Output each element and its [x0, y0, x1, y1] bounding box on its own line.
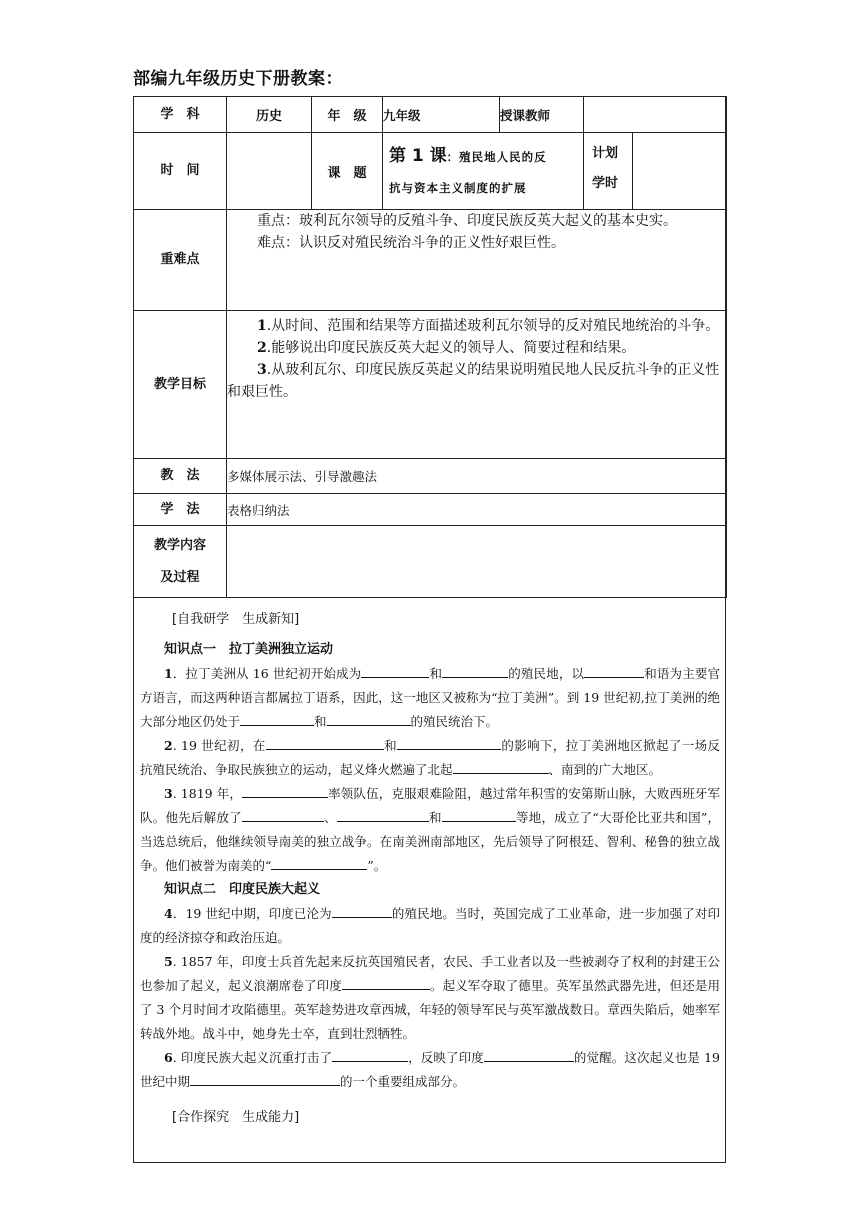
- section-heading-self-study: [自我研学 生成新知]: [172, 612, 300, 627]
- plan-label-line2: 学时: [592, 176, 619, 191]
- answer-blank[interactable]: [453, 758, 549, 774]
- question-4: [140, 902, 720, 950]
- question-text: . 印度民族大起义沉重打击了: [172, 1050, 333, 1065]
- teacher-label: 授课教师: [500, 97, 584, 133]
- answer-blank[interactable]: [271, 854, 367, 870]
- question-text: 的影响下，拉丁美洲地区掀起了一场反抗殖民统治、争取民族独立的运动，起义烽火燃遍了北起: [140, 738, 720, 777]
- study-method-label: 学 法: [134, 494, 227, 526]
- teacher-value: [584, 97, 727, 133]
- grade-value: 九年级: [383, 97, 500, 133]
- answer-blank[interactable]: [397, 734, 501, 750]
- answer-blank[interactable]: [442, 662, 508, 678]
- question-text: 等地，成立了“大哥伦比亚共和国”，当选总统后，他继续领导南美的独立战争。在南美洲南部地区，先后领导了阿根廷、智利、秘鲁的独立战争。他们被誉为南美的“: [140, 810, 720, 873]
- question-text: 的殖民地。当时，英国完成了工业革命，进一步加强了对印度的经济掠夺和政治压迫。: [140, 906, 720, 945]
- answer-blank[interactable]: [266, 734, 384, 750]
- goal-text: .从时间、范围和结果等方面描述玻利瓦尔领导的反对殖民地统治的斗争。: [266, 318, 720, 334]
- content-value: [227, 526, 727, 598]
- content-label: [134, 526, 227, 598]
- question-number: 5: [164, 954, 173, 969]
- goal-number: 3: [257, 362, 267, 378]
- section-heading-cooperative: [合作探究 生成能力]: [172, 1110, 300, 1125]
- question-text: ．拉丁美洲从 16 世纪初开始成为: [172, 666, 362, 681]
- knowledge-point-2: 知识点二 印度民族大起义: [164, 882, 321, 897]
- lesson-title-cell: [383, 133, 584, 210]
- lesson-title-line2: 抗与资本主义制度的扩展: [389, 181, 527, 195]
- answer-blank[interactable]: [361, 662, 429, 678]
- study-method-value: 表格归纳法: [227, 494, 727, 526]
- question-5: [140, 950, 720, 1046]
- question-2: [140, 734, 720, 782]
- question-text: . 1857 年，印度士兵首先起来反抗英国殖民者，农民、手工业者以及一些被剥夺了权利的封建王公也参加了起义，起义浪潮席卷了印度: [140, 954, 720, 993]
- topic-label: 课 题: [312, 133, 383, 210]
- question-text: ，反映了印度: [408, 1050, 484, 1065]
- question-number: 6: [164, 1050, 173, 1065]
- answer-blank[interactable]: [190, 1070, 340, 1086]
- answer-blank[interactable]: [242, 806, 324, 822]
- answer-blank[interactable]: [332, 902, 392, 918]
- method-value: 多媒体展示法、引导激趣法: [227, 459, 727, 494]
- goal-text: .能够说出印度民族反英大起义的领导人、简要过程和结果。: [266, 340, 636, 356]
- content-label-line2: 及过程: [160, 569, 200, 585]
- question-number: 4: [164, 906, 173, 921]
- answer-blank[interactable]: [327, 710, 411, 726]
- grade-label: 年 级: [312, 97, 383, 133]
- question-text: 的一个重要组成部分。: [340, 1074, 466, 1089]
- key-points-cell: [227, 210, 727, 311]
- time-label: 时 间: [134, 133, 227, 210]
- method-label: 教 法: [134, 459, 227, 494]
- difficult-point: 难点：认识反对殖民统治斗争的正义性好艰巨性。: [257, 235, 565, 251]
- question-text: 的觉醒。这次起义也是 19 世纪中期: [140, 1050, 720, 1089]
- question-6: [140, 1046, 720, 1094]
- knowledge-point-1: 知识点一 拉丁美洲独立运动: [164, 642, 334, 657]
- key-points-label: 重难点: [134, 210, 227, 311]
- question-number: 3: [164, 786, 173, 801]
- self-study-section: [140, 600, 720, 1130]
- plan-label-line1: 计划: [592, 146, 619, 161]
- question-text: 。起义军夺取了德里。英军虽然武器先进，但还是用了 3 个月时间才攻陷德里。英军趁势进攻章西城，年轻的领导军民与英军激战数日。章西失陷后，她率军转战外地。战斗中，她身先士卒，直到壮烈牺牲。: [140, 978, 720, 1041]
- question-number: 2: [164, 738, 173, 753]
- question-text: . 1819 年，: [172, 786, 243, 801]
- time-value: [227, 133, 312, 210]
- subject-label: 学 科: [134, 97, 227, 133]
- answer-blank[interactable]: [584, 662, 644, 678]
- goal-item: [227, 359, 726, 403]
- question-text: ”。: [367, 858, 387, 873]
- answer-blank[interactable]: [484, 1046, 574, 1062]
- question-text: 和: [429, 666, 443, 681]
- goal-item: [227, 337, 726, 359]
- goals-label: 教学目标: [134, 311, 227, 459]
- lesson-plan-table: [133, 96, 727, 598]
- goal-number: 1: [257, 318, 267, 334]
- answer-blank[interactable]: [337, 806, 429, 822]
- answer-blank[interactable]: [332, 1046, 408, 1062]
- content-label-line1: 教学内容: [153, 537, 206, 553]
- question-text: 、南到的广大地区。: [548, 762, 662, 777]
- question-text: . 19 世纪初，在: [172, 738, 266, 753]
- question-text: 率领队伍，克服艰难险阻，越过常年积雪的安第斯山脉，大败西班牙军队。他先后解放了: [140, 786, 720, 825]
- plan-label: [584, 133, 633, 209]
- answer-blank[interactable]: [242, 782, 328, 798]
- answer-blank[interactable]: [240, 710, 314, 726]
- question-text: 和: [428, 810, 442, 825]
- goal-item: [227, 315, 726, 337]
- question-1: [140, 662, 720, 734]
- question-3: [140, 782, 720, 878]
- question-text: 和: [383, 738, 397, 753]
- question-text: 和语为主要官方语言，而这两种语言都属拉丁语系，因此，这一地区又被称为“拉丁美洲”。到 19 世纪初,拉丁美洲的绝大部分地区仍处于: [140, 666, 720, 729]
- plan-cell: [584, 133, 727, 210]
- question-text: 的殖民地，以: [508, 666, 585, 681]
- question-text: 和: [314, 714, 327, 729]
- answer-blank[interactable]: [342, 974, 430, 990]
- question-text: 、: [323, 810, 337, 825]
- question-number: 1: [164, 666, 173, 681]
- lesson-number: 第 1 课: [389, 146, 447, 166]
- question-text: ．19 世纪中期，印度已沦为: [172, 906, 332, 921]
- goal-number: 2: [257, 340, 267, 356]
- key-point: 重点：玻利瓦尔领导的反殖斗争、印度民族反英大起义的基本史实。: [257, 213, 677, 229]
- subject-value: 历史: [227, 97, 312, 133]
- goals-cell: [227, 311, 727, 459]
- question-text: 的殖民统治下。: [410, 714, 499, 729]
- goal-text: .从玻利瓦尔、印度民族反英起义的结果说明殖民地人民反抗斗争的正义性和艰巨性。: [227, 362, 720, 400]
- document-title: 部编九年级历史下册教案：: [133, 69, 343, 89]
- answer-blank[interactable]: [442, 806, 516, 822]
- lesson-title-line1: ：殖民地人民的反: [446, 150, 547, 164]
